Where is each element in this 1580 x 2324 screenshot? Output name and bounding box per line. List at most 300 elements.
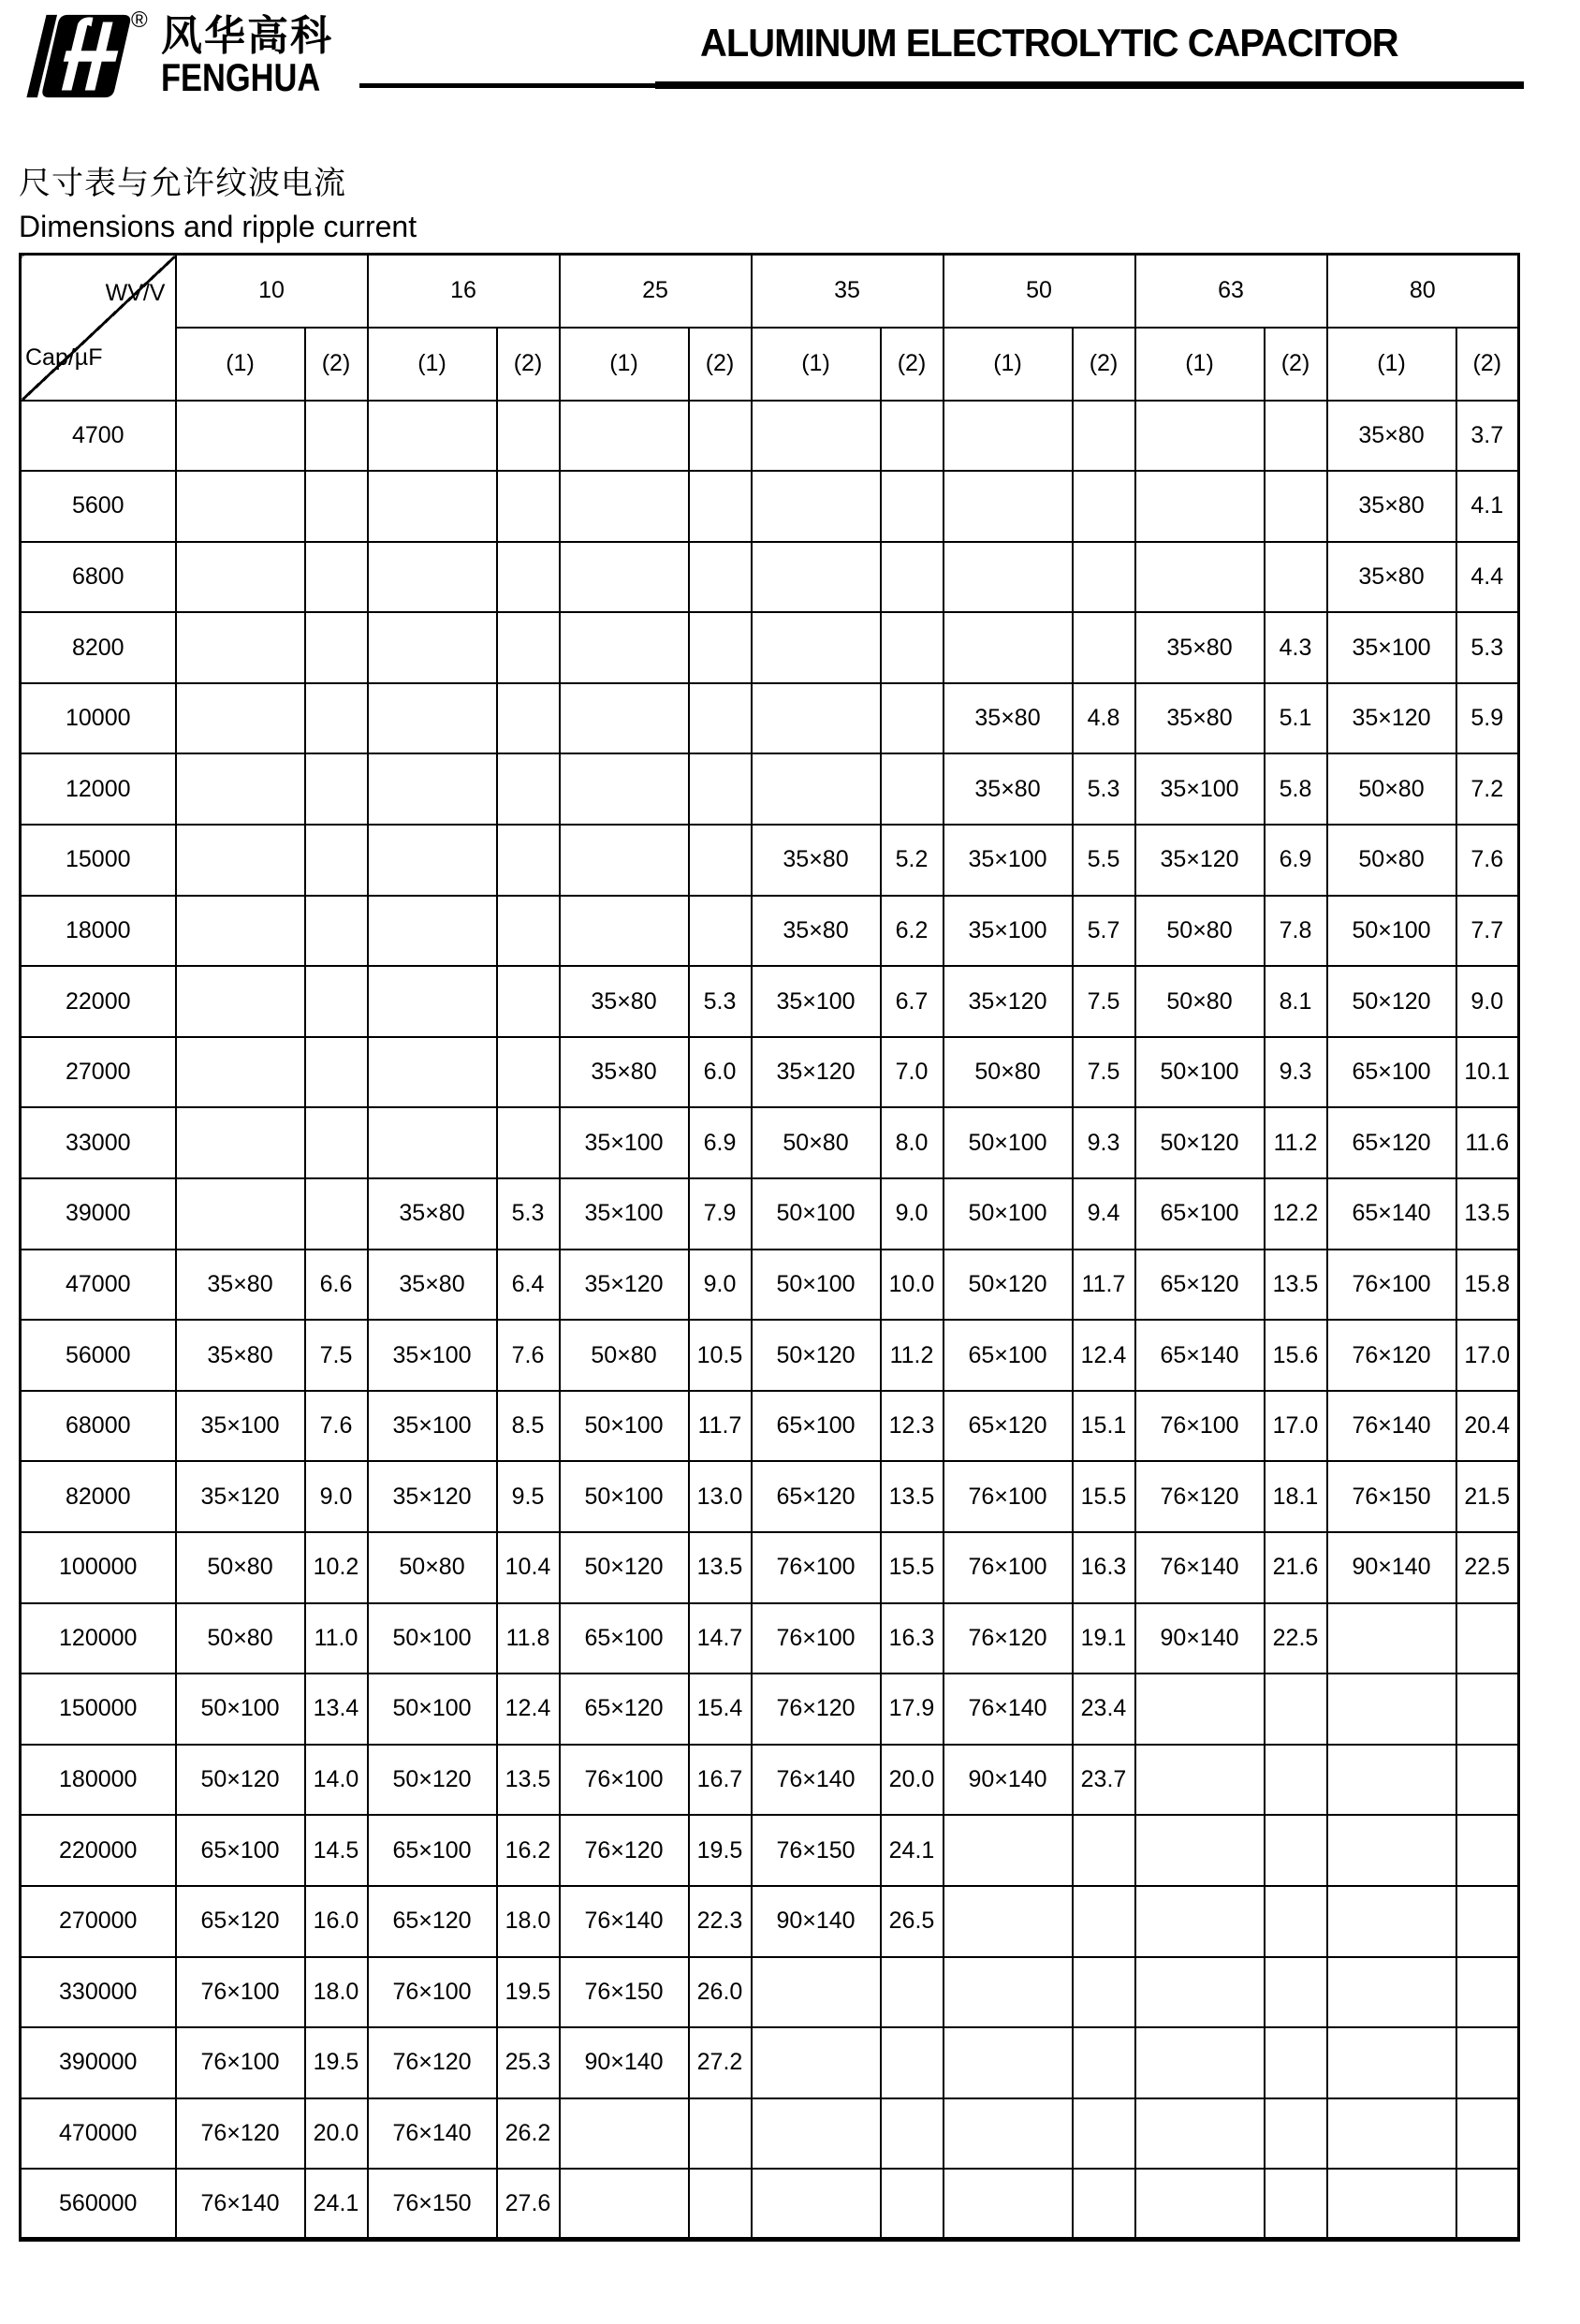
dimension-cell xyxy=(368,896,497,967)
ripple-current-cell: 9.4 xyxy=(1073,1178,1135,1250)
dimension-cell: 65×120 xyxy=(560,1674,689,1745)
dimension-cell xyxy=(1327,1886,1456,1957)
dimension-cell xyxy=(944,2027,1073,2098)
header-rule-thick xyxy=(655,81,1524,89)
cap-label: 470000 xyxy=(21,2098,176,2170)
cap-label: 150000 xyxy=(21,1674,176,1745)
ripple-current-cell: 26.5 xyxy=(881,1886,944,1957)
table-row xyxy=(21,612,1519,683)
ripple-current-cell: 16.0 xyxy=(305,1886,368,1957)
ripple-current-cell xyxy=(689,401,752,472)
ripple-current-cell: 19.5 xyxy=(689,1815,752,1886)
subheader-row xyxy=(21,328,1519,401)
dimension-cell xyxy=(560,825,689,896)
ripple-current-cell: 15.4 xyxy=(689,1674,752,1745)
ripple-current-cell: 4.8 xyxy=(1073,683,1135,754)
ripple-current-cell xyxy=(497,612,560,683)
ripple-current-cell xyxy=(1265,2098,1327,2170)
subheader-50-2: (2) xyxy=(1073,328,1135,401)
dimension-cell: 50×120 xyxy=(944,1250,1073,1321)
dimension-cell: 76×140 xyxy=(944,1674,1073,1745)
dimension-cell: 50×120 xyxy=(560,1532,689,1603)
dimension-cell: 50×120 xyxy=(1327,966,1456,1037)
ripple-current-cell xyxy=(305,542,368,613)
dimension-cell xyxy=(1135,2098,1265,2170)
section-title-chinese: 尺寸表与允许纹波电流 xyxy=(19,166,346,201)
dimension-cell: 65×100 xyxy=(1135,1178,1265,1250)
dimension-cell: 76×150 xyxy=(1327,1461,1456,1532)
ripple-current-cell: 16.7 xyxy=(689,1745,752,1816)
dimension-cell: 65×100 xyxy=(752,1391,881,1462)
ripple-current-cell: 5.9 xyxy=(1456,683,1519,754)
voltage-header-35: 35 xyxy=(752,255,944,328)
ripple-current-cell: 24.1 xyxy=(305,2169,368,2240)
dimension-cell xyxy=(752,753,881,825)
dimension-cell: 50×100 xyxy=(1327,896,1456,967)
cap-label: 15000 xyxy=(21,825,176,896)
ripple-current-cell: 19.5 xyxy=(305,2027,368,2098)
ripple-current-cell: 7.2 xyxy=(1456,753,1519,825)
subheader-10-1: (1) xyxy=(176,328,305,401)
dimension-cell: 35×80 xyxy=(368,1178,497,1250)
subheader-35-2: (2) xyxy=(881,328,944,401)
cap-label: 12000 xyxy=(21,753,176,825)
cap-label: 560000 xyxy=(21,2169,176,2240)
dimension-cell: 76×100 xyxy=(1135,1391,1265,1462)
dimension-cell: 90×140 xyxy=(752,1886,881,1957)
dimension-cell xyxy=(176,683,305,754)
dimension-cell xyxy=(752,1957,881,2028)
ripple-current-cell xyxy=(689,612,752,683)
voltage-header-80: 80 xyxy=(1327,255,1519,328)
ripple-current-cell xyxy=(305,896,368,967)
dimension-cell: 35×120 xyxy=(752,1037,881,1108)
dimension-cell xyxy=(176,1178,305,1250)
table-row xyxy=(21,1603,1519,1674)
ripple-current-cell xyxy=(1265,542,1327,613)
ripple-current-cell: 7.6 xyxy=(305,1391,368,1462)
ripple-current-cell xyxy=(497,1107,560,1178)
dimension-cell xyxy=(1327,1815,1456,1886)
dimension-cell: 35×80 xyxy=(1327,401,1456,472)
ripple-current-cell xyxy=(689,683,752,754)
cap-label: 100000 xyxy=(21,1532,176,1603)
voltage-header-10: 10 xyxy=(176,255,368,328)
dimension-cell xyxy=(176,612,305,683)
header-rule-thin xyxy=(359,83,693,88)
ripple-current-cell: 10.5 xyxy=(689,1320,752,1391)
ripple-current-cell: 10.1 xyxy=(1456,1037,1519,1108)
dimension-cell: 90×140 xyxy=(944,1745,1073,1816)
subheader-80-2: (2) xyxy=(1456,328,1519,401)
ripple-current-cell xyxy=(1456,2098,1519,2170)
dimension-cell xyxy=(560,612,689,683)
dimension-cell: 50×120 xyxy=(176,1745,305,1816)
ripple-current-cell: 15.5 xyxy=(881,1532,944,1603)
dimension-cell xyxy=(1135,2169,1265,2240)
ripple-current-cell: 13.5 xyxy=(497,1745,560,1816)
dimension-cell: 50×80 xyxy=(176,1532,305,1603)
dimension-cell xyxy=(752,612,881,683)
ripple-current-cell: 20.0 xyxy=(305,2098,368,2170)
dimension-cell: 76×140 xyxy=(368,2098,497,2170)
cap-label: 68000 xyxy=(21,1391,176,1462)
ripple-current-cell: 11.2 xyxy=(1265,1107,1327,1178)
dimension-cell xyxy=(752,401,881,472)
ripple-current-cell: 8.1 xyxy=(1265,966,1327,1037)
dimension-cell: 35×100 xyxy=(1327,612,1456,683)
ripple-current-cell: 9.0 xyxy=(881,1178,944,1250)
dimension-cell xyxy=(752,471,881,542)
dimension-cell: 76×120 xyxy=(560,1815,689,1886)
dimension-cell: 76×150 xyxy=(752,1815,881,1886)
dimension-cell: 35×80 xyxy=(176,1250,305,1321)
ripple-current-cell: 7.0 xyxy=(881,1037,944,1108)
ripple-current-cell: 6.9 xyxy=(689,1107,752,1178)
voltage-header-row xyxy=(21,255,1519,328)
dimension-cell: 76×120 xyxy=(1327,1320,1456,1391)
dimension-cell xyxy=(560,753,689,825)
dimension-cell xyxy=(368,542,497,613)
dimension-cell: 50×80 xyxy=(944,1037,1073,1108)
ripple-current-cell: 7.6 xyxy=(1456,825,1519,896)
dimension-cell: 35×100 xyxy=(560,1178,689,1250)
ripple-current-cell: 12.2 xyxy=(1265,1178,1327,1250)
ripple-current-cell: 23.7 xyxy=(1073,1745,1135,1816)
dimension-cell xyxy=(1135,2027,1265,2098)
ripple-current-cell: 21.6 xyxy=(1265,1532,1327,1603)
dimension-cell xyxy=(368,966,497,1037)
dimension-cell xyxy=(944,2169,1073,2240)
dimension-cell: 76×140 xyxy=(176,2169,305,2240)
dimension-cell xyxy=(752,2169,881,2240)
dimension-cell: 76×140 xyxy=(752,1745,881,1816)
ripple-current-cell xyxy=(1073,612,1135,683)
dimension-cell xyxy=(1135,1745,1265,1816)
ripple-current-cell: 6.9 xyxy=(1265,825,1327,896)
ripple-current-cell xyxy=(1265,471,1327,542)
dimension-cell xyxy=(944,612,1073,683)
ripple-current-cell: 6.6 xyxy=(305,1250,368,1321)
dimension-cell: 76×100 xyxy=(176,1957,305,2028)
corner-cell xyxy=(21,255,176,401)
ripple-current-cell: 7.5 xyxy=(1073,966,1135,1037)
ripple-current-cell: 4.3 xyxy=(1265,612,1327,683)
ripple-current-cell: 6.0 xyxy=(689,1037,752,1108)
dimension-cell: 76×100 xyxy=(560,1745,689,1816)
dimension-cell: 35×100 xyxy=(368,1320,497,1391)
dimension-cell: 35×120 xyxy=(1327,683,1456,754)
ripple-current-cell xyxy=(305,753,368,825)
corner-label-wv: WV/V xyxy=(105,280,166,306)
cap-label: 82000 xyxy=(21,1461,176,1532)
ripple-current-cell: 13.5 xyxy=(689,1532,752,1603)
ripple-current-cell: 20.0 xyxy=(881,1745,944,1816)
ripple-current-cell: 23.4 xyxy=(1073,1674,1135,1745)
cap-label: 120000 xyxy=(21,1603,176,1674)
dimension-cell: 50×100 xyxy=(1135,1037,1265,1108)
ripple-current-cell xyxy=(497,1037,560,1108)
ripple-current-cell xyxy=(1265,1886,1327,1957)
dimension-cell: 35×100 xyxy=(944,825,1073,896)
section-title-english: Dimensions and ripple current xyxy=(19,210,417,243)
ripple-current-cell xyxy=(689,542,752,613)
ripple-current-cell xyxy=(1265,1674,1327,1745)
ripple-current-cell xyxy=(1265,1815,1327,1886)
dimension-cell: 50×100 xyxy=(176,1674,305,1745)
ripple-current-cell: 11.8 xyxy=(497,1603,560,1674)
dimension-cell: 65×100 xyxy=(1327,1037,1456,1108)
ripple-current-cell: 7.6 xyxy=(497,1320,560,1391)
dimension-cell: 65×100 xyxy=(560,1603,689,1674)
ripple-current-cell: 27.6 xyxy=(497,2169,560,2240)
ripple-current-cell xyxy=(497,683,560,754)
ripple-current-cell xyxy=(305,825,368,896)
dimension-cell: 76×100 xyxy=(944,1461,1073,1532)
ripple-current-cell: 11.2 xyxy=(881,1320,944,1391)
dimension-cell xyxy=(1327,2169,1456,2240)
dimension-cell xyxy=(1327,2098,1456,2170)
dimension-cell: 90×140 xyxy=(1327,1532,1456,1603)
dimension-cell xyxy=(368,825,497,896)
dimension-cell: 35×80 xyxy=(176,1320,305,1391)
ripple-current-cell xyxy=(497,753,560,825)
ripple-current-cell: 15.8 xyxy=(1456,1250,1519,1321)
dimension-cell: 76×150 xyxy=(368,2169,497,2240)
dimension-cell: 35×80 xyxy=(1135,612,1265,683)
dimension-cell: 76×120 xyxy=(944,1603,1073,1674)
ripple-current-cell xyxy=(305,612,368,683)
dimension-cell: 76×140 xyxy=(1135,1532,1265,1603)
ripple-current-cell: 9.5 xyxy=(497,1461,560,1532)
dimension-cell xyxy=(368,753,497,825)
dimension-cell: 50×100 xyxy=(368,1674,497,1745)
ripple-current-cell xyxy=(1265,2169,1327,2240)
dimension-cell: 50×100 xyxy=(752,1250,881,1321)
ripple-current-cell: 11.6 xyxy=(1456,1107,1519,1178)
ripple-current-cell: 21.5 xyxy=(1456,1461,1519,1532)
ripple-current-cell xyxy=(881,2169,944,2240)
dimension-cell xyxy=(944,471,1073,542)
cap-label: 8200 xyxy=(21,612,176,683)
dimension-cell: 50×120 xyxy=(752,1320,881,1391)
ripple-current-cell xyxy=(1265,401,1327,472)
ripple-current-cell xyxy=(881,471,944,542)
dimension-cell: 50×120 xyxy=(1135,1107,1265,1178)
ripple-current-cell: 13.4 xyxy=(305,1674,368,1745)
dimension-cell: 35×100 xyxy=(944,896,1073,967)
ripple-current-cell xyxy=(305,401,368,472)
registered-trademark: ® xyxy=(131,7,148,33)
dimension-cell: 35×120 xyxy=(368,1461,497,1532)
dimension-cell: 35×120 xyxy=(560,1250,689,1321)
ripple-current-cell xyxy=(1265,1745,1327,1816)
table-row xyxy=(21,2169,1519,2240)
dimension-cell xyxy=(1135,471,1265,542)
dimension-cell: 50×80 xyxy=(752,1107,881,1178)
ripple-current-cell: 5.2 xyxy=(881,825,944,896)
ripple-current-cell xyxy=(497,401,560,472)
dimension-cell: 50×100 xyxy=(944,1178,1073,1250)
ripple-current-cell: 5.3 xyxy=(1456,612,1519,683)
dimension-cell xyxy=(560,401,689,472)
ripple-current-cell: 18.0 xyxy=(305,1957,368,2028)
ripple-current-cell: 7.8 xyxy=(1265,896,1327,967)
ripple-current-cell: 22.5 xyxy=(1265,1603,1327,1674)
ripple-current-cell xyxy=(689,471,752,542)
table-row xyxy=(21,1674,1519,1745)
dimension-cell: 50×100 xyxy=(944,1107,1073,1178)
dimension-cell xyxy=(752,2098,881,2170)
dimension-cell: 50×100 xyxy=(560,1461,689,1532)
dimension-cell: 35×80 xyxy=(1327,471,1456,542)
dimension-cell xyxy=(1327,1603,1456,1674)
dimension-cell xyxy=(560,2169,689,2240)
ripple-current-cell: 6.7 xyxy=(881,966,944,1037)
dimension-cell: 35×80 xyxy=(368,1250,497,1321)
dimension-cell: 50×80 xyxy=(560,1320,689,1391)
cap-label: 6800 xyxy=(21,542,176,613)
subheader-16-1: (1) xyxy=(368,328,497,401)
ripple-current-cell: 9.3 xyxy=(1265,1037,1327,1108)
dimension-cell: 65×140 xyxy=(1327,1178,1456,1250)
ripple-current-cell: 11.7 xyxy=(1073,1250,1135,1321)
table-row xyxy=(21,1250,1519,1321)
ripple-current-cell: 5.7 xyxy=(1073,896,1135,967)
ripple-current-cell xyxy=(497,966,560,1037)
ripple-current-cell xyxy=(1073,1957,1135,2028)
dimension-cell xyxy=(176,1037,305,1108)
dimension-cell: 35×80 xyxy=(752,825,881,896)
cap-label: 220000 xyxy=(21,1815,176,1886)
dimension-cell: 65×120 xyxy=(176,1886,305,1957)
ripple-current-cell: 16.2 xyxy=(497,1815,560,1886)
ripple-current-cell: 4.4 xyxy=(1456,542,1519,613)
ripple-current-cell xyxy=(497,896,560,967)
ripple-current-cell xyxy=(689,825,752,896)
ripple-current-cell: 9.0 xyxy=(1456,966,1519,1037)
ripple-current-cell: 12.4 xyxy=(1073,1320,1135,1391)
ripple-current-cell: 5.5 xyxy=(1073,825,1135,896)
dimension-cell xyxy=(944,1815,1073,1886)
dimension-cell xyxy=(1135,401,1265,472)
dimension-cell xyxy=(944,401,1073,472)
ripple-current-cell: 27.2 xyxy=(689,2027,752,2098)
ripple-current-cell xyxy=(1073,1886,1135,1957)
table-row xyxy=(21,1320,1519,1391)
ripple-current-cell: 5.3 xyxy=(689,966,752,1037)
ripple-current-cell xyxy=(497,542,560,613)
ripple-current-cell: 14.5 xyxy=(305,1815,368,1886)
dimension-cell xyxy=(560,683,689,754)
dimension-cell xyxy=(560,896,689,967)
ripple-current-cell xyxy=(1265,1957,1327,2028)
dimension-cell: 35×120 xyxy=(176,1461,305,1532)
ripple-current-cell: 19.1 xyxy=(1073,1603,1135,1674)
ripple-current-cell xyxy=(1456,2027,1519,2098)
dimension-cell: 65×120 xyxy=(752,1461,881,1532)
ripple-current-cell: 17.0 xyxy=(1265,1391,1327,1462)
dimension-cell: 65×120 xyxy=(368,1886,497,1957)
table-row xyxy=(21,2027,1519,2098)
dimension-cell: 65×120 xyxy=(1135,1250,1265,1321)
table-row xyxy=(21,2098,1519,2170)
ripple-current-cell: 26.2 xyxy=(497,2098,560,2170)
dimension-cell xyxy=(560,542,689,613)
voltage-header-25: 25 xyxy=(560,255,752,328)
dimension-cell: 65×100 xyxy=(944,1320,1073,1391)
dimension-cell xyxy=(944,1957,1073,2028)
ripple-current-cell xyxy=(1456,1886,1519,1957)
ripple-current-cell: 5.3 xyxy=(1073,753,1135,825)
subheader-25-2: (2) xyxy=(689,328,752,401)
dimension-cell: 50×80 xyxy=(1327,825,1456,896)
ripple-current-cell xyxy=(1073,471,1135,542)
dimension-cell: 35×100 xyxy=(560,1107,689,1178)
ripple-current-cell xyxy=(881,401,944,472)
voltage-header-50: 50 xyxy=(944,255,1135,328)
ripple-current-cell: 8.0 xyxy=(881,1107,944,1178)
ripple-current-cell xyxy=(497,825,560,896)
ripple-current-cell: 15.1 xyxy=(1073,1391,1135,1462)
ripple-current-cell: 5.8 xyxy=(1265,753,1327,825)
cap-label: 56000 xyxy=(21,1320,176,1391)
dimension-cell: 76×120 xyxy=(368,2027,497,2098)
brand-text xyxy=(161,13,356,100)
dimension-cell: 76×100 xyxy=(752,1532,881,1603)
ripple-current-cell xyxy=(881,2098,944,2170)
table-row xyxy=(21,1178,1519,1250)
table-row xyxy=(21,471,1519,542)
dimension-cell: 76×120 xyxy=(176,2098,305,2170)
cap-label: 47000 xyxy=(21,1250,176,1321)
table-row xyxy=(21,1886,1519,1957)
ripple-current-cell xyxy=(881,683,944,754)
dimension-cell: 35×80 xyxy=(1135,683,1265,754)
table-row xyxy=(21,753,1519,825)
dimension-cell: 76×100 xyxy=(176,2027,305,2098)
table-row xyxy=(21,1745,1519,1816)
dimension-cell: 35×80 xyxy=(944,753,1073,825)
ripple-current-cell xyxy=(689,2098,752,2170)
dimension-cell: 35×80 xyxy=(560,1037,689,1108)
ripple-current-cell: 9.0 xyxy=(689,1250,752,1321)
cap-label: 27000 xyxy=(21,1037,176,1108)
subheader-63-1: (1) xyxy=(1135,328,1265,401)
cap-label: 10000 xyxy=(21,683,176,754)
dimension-cell xyxy=(176,471,305,542)
cap-label: 330000 xyxy=(21,1957,176,2028)
ripple-current-cell: 14.0 xyxy=(305,1745,368,1816)
ripple-current-cell xyxy=(689,753,752,825)
dimension-cell xyxy=(176,966,305,1037)
ripple-current-cell: 13.5 xyxy=(1456,1178,1519,1250)
cap-label: 180000 xyxy=(21,1745,176,1816)
dimension-cell: 35×100 xyxy=(368,1391,497,1462)
ripple-current-cell: 3.7 xyxy=(1456,401,1519,472)
cap-label: 270000 xyxy=(21,1886,176,1957)
dimension-cell: 76×140 xyxy=(560,1886,689,1957)
dimension-cell: 35×120 xyxy=(944,966,1073,1037)
table-row xyxy=(21,825,1519,896)
ripple-current-cell: 10.4 xyxy=(497,1532,560,1603)
table-row xyxy=(21,966,1519,1037)
ripple-current-cell xyxy=(1456,2169,1519,2240)
ripple-current-cell: 15.5 xyxy=(1073,1461,1135,1532)
ripple-current-cell xyxy=(497,471,560,542)
ripple-current-cell xyxy=(1456,1745,1519,1816)
ripple-current-cell xyxy=(1456,1957,1519,2028)
